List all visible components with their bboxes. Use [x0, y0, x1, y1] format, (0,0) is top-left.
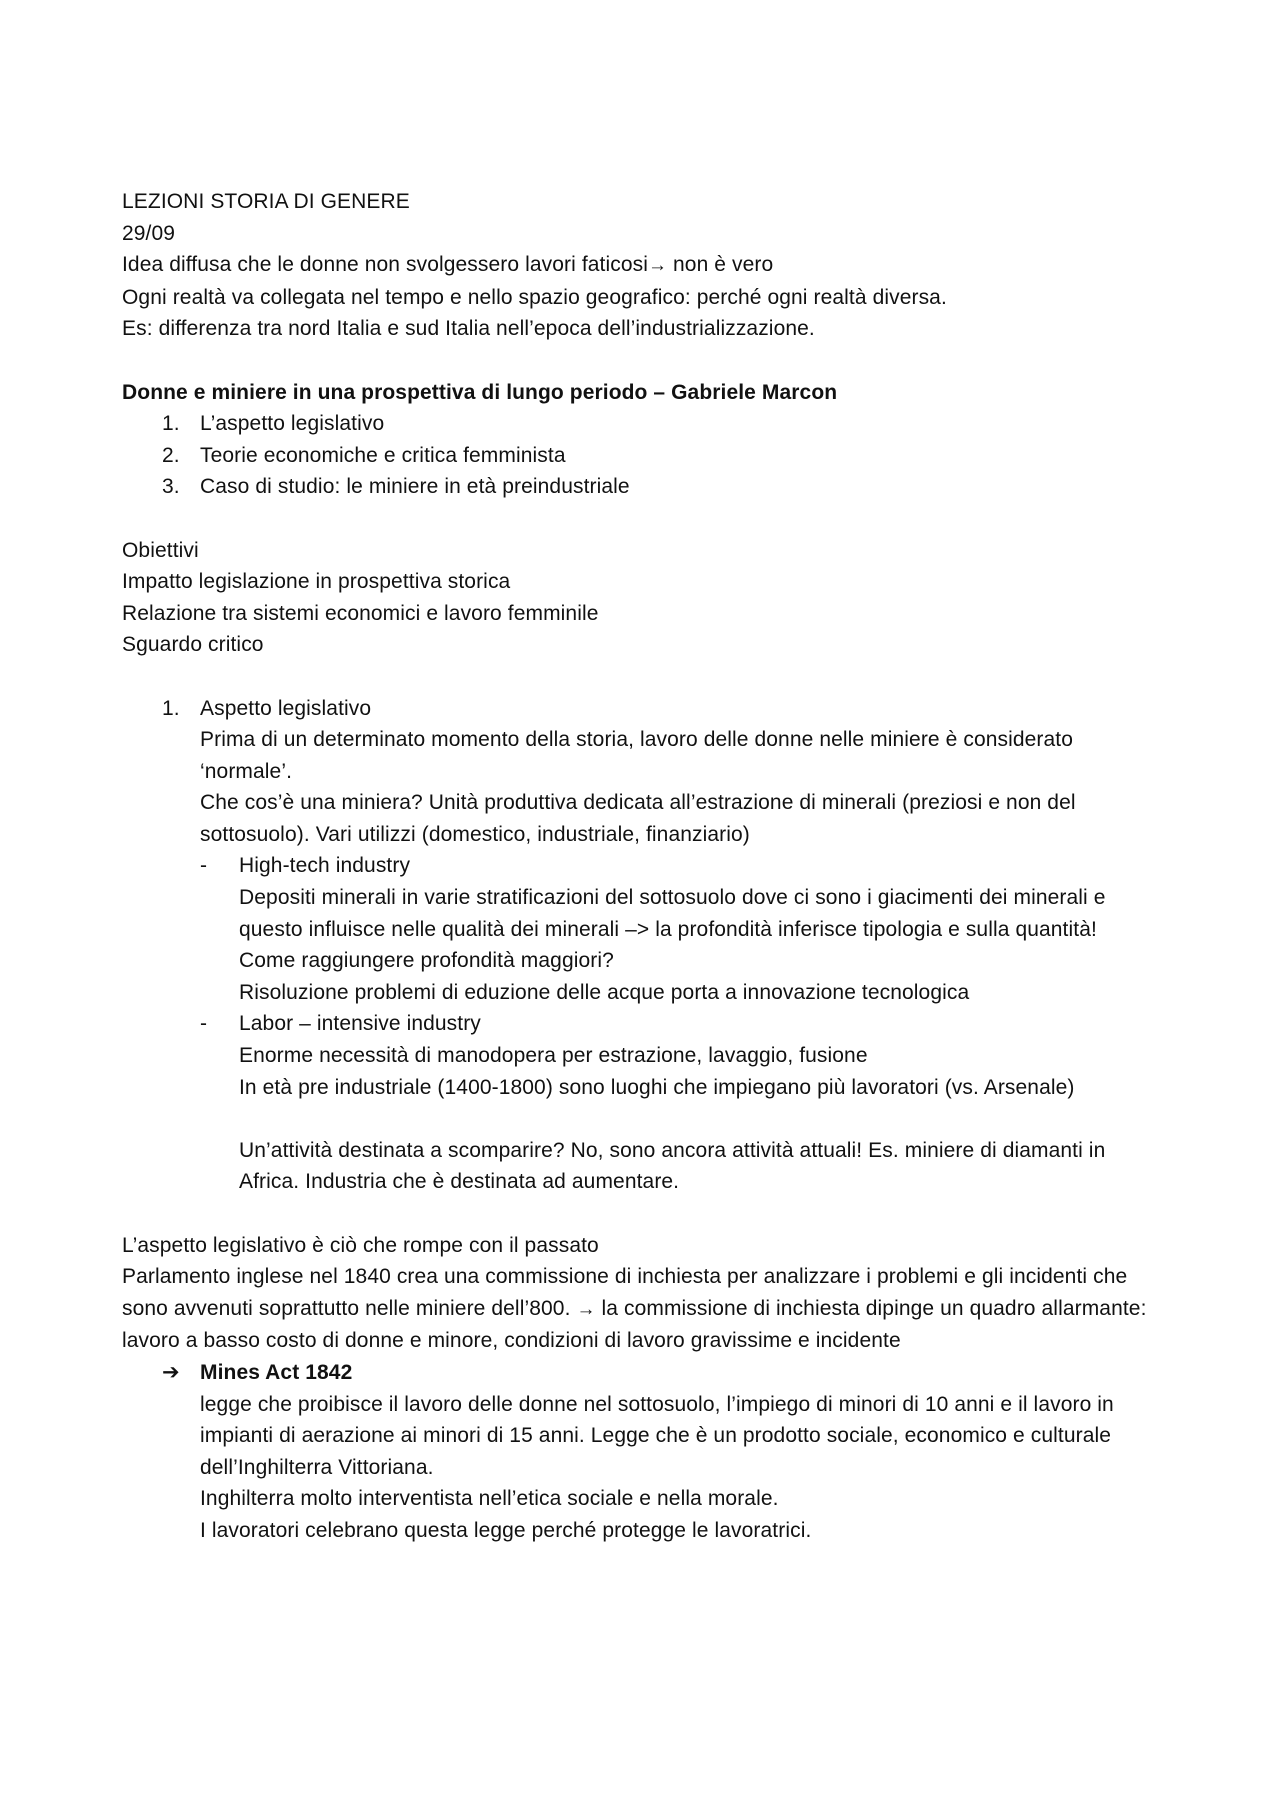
bullet-paragraph: Depositi minerali in varie stratificazioni del sottosuolo dove ci sono i giacimenti dei minerali e questo influisce nelle qualità dei minerali –> la profondità inferisce tipologia e sulla quantità!	[239, 886, 1106, 941]
section-paragraph: Prima di un determinato momento della storia, lavoro delle donne nelle miniere è considerato ‘normale’.	[200, 728, 1074, 783]
outline-list	[122, 408, 1167, 503]
intro-line-1	[122, 249, 1167, 282]
outline-text: Teorie economiche e critica femminista	[200, 443, 566, 467]
spacer	[239, 1103, 1167, 1135]
outline-text: Caso di studio: le miniere in età preindustriale	[200, 475, 630, 499]
legislation-paragraph	[122, 1261, 1167, 1357]
outline-number: 3.	[162, 475, 180, 499]
section-1-heading	[122, 693, 1167, 725]
intro-line-3: Es: differenza tra nord Italia e sud Italia nell’epoca dell’industrializzazione.	[122, 317, 815, 341]
lecture-heading: Donne e miniere in una prospettiva di lungo periodo – Gabriele Marcon	[122, 380, 838, 404]
right-arrow-icon: →	[576, 1298, 596, 1320]
objective-item: Relazione tra sistemi economici e lavoro femminile	[122, 601, 599, 625]
right-arrow-icon: →	[647, 255, 668, 277]
spacer	[122, 345, 1167, 377]
legislation-text: la commissione di inchiesta dipinge un quadro allarmante: lavoro a basso costo di donne e minore, condizioni di lavoro gravissime e incidente	[122, 1296, 1147, 1353]
lesson-date: 29/09	[122, 221, 176, 245]
outline-number: 1.	[162, 412, 180, 436]
spacer	[122, 661, 1167, 693]
outline-text: L’aspetto legislativo	[200, 412, 385, 436]
mines-act-paragraph: I lavoratori celebrano questa legge perché protegge le lavoratrici.	[200, 1518, 812, 1542]
dash-bullet: -	[200, 1012, 208, 1036]
mines-act-paragraph: legge che proibisce il lavoro delle donne nel sottosuolo, l’impiego di minori di 10 anni e il lavoro in impianti di aerazione ai minori di 15 anni. Legge che è un prodotto sociale, economico e culturale dell’Inghilterra Vittoriana.	[200, 1392, 1114, 1479]
outline-item	[122, 408, 1167, 440]
bullet-item	[200, 850, 1167, 1008]
section-paragraph: Che cos’è una miniera? Unità produttiva dedicata all’estrazione di minerali (preziosi e non del sottosuolo). Vari utilizzi (domestico, industriale, finanziario)	[200, 791, 1076, 846]
bullet-paragraph: Enorme necessità di manodopera per estrazione, lavaggio, fusione	[239, 1044, 868, 1068]
outline-item	[122, 440, 1167, 472]
document-body	[122, 186, 1167, 1547]
dash-bullet: -	[200, 854, 208, 878]
bullet-title: High-tech industry	[239, 854, 411, 878]
arrow-bullet-icon: ➔	[162, 1360, 180, 1384]
outline-number: 2.	[162, 443, 180, 467]
legislation-intro: L’aspetto legislativo è ciò che rompe con il passato	[122, 1233, 599, 1257]
bullet-paragraph: In età pre industriale (1400-1800) sono luoghi che impiegano più lavoratori (vs. Arsenale)	[239, 1075, 1075, 1099]
section-title: Aspetto legislativo	[200, 696, 372, 720]
objective-item: Sguardo critico	[122, 633, 264, 657]
mines-act-paragraph: Inghilterra molto interventista nell’etica sociale e nella morale.	[200, 1487, 779, 1511]
intro-text: non è vero	[667, 253, 774, 277]
bullet-paragraph: Risoluzione problemi di eduzione delle acque porta a innovazione tecnologica	[239, 980, 970, 1004]
spacer	[122, 503, 1167, 535]
mines-act-item	[162, 1357, 1167, 1547]
intro-text: Idea diffusa che le donne non svolgessero lavori faticosi	[122, 253, 648, 277]
document-title: LEZIONI STORIA DI GENERE	[122, 190, 410, 213]
mines-act-title: Mines Act 1842	[200, 1360, 353, 1384]
legislation-text: Parlamento inglese nel 1840 crea una commissione di inchiesta per analizzare i problemi e gli incidenti che sono avvenuti soprattutto nelle miniere dell’800.	[122, 1265, 1128, 1320]
objective-item: Impatto legislazione in prospettiva storica	[122, 570, 511, 594]
intro-line-2: Ogni realtà va collegata nel tempo e nello spazio geografico: perché ogni realtà diversa.	[122, 285, 947, 309]
bullet-item	[200, 1008, 1167, 1198]
objectives-title: Obiettivi	[122, 538, 199, 562]
section-number: 1.	[162, 696, 180, 720]
spacer	[122, 1198, 1167, 1230]
outline-item	[122, 471, 1167, 503]
bullet-paragraph: Un’attività destinata a scomparire? No, sono ancora attività attuali! Es. miniere di diamanti in Africa. Industria che è destinata ad aumentare.	[239, 1138, 1106, 1194]
bullet-title: Labor – intensive industry	[239, 1012, 481, 1036]
bullet-paragraph: Come raggiungere profondità maggiori?	[239, 949, 614, 973]
